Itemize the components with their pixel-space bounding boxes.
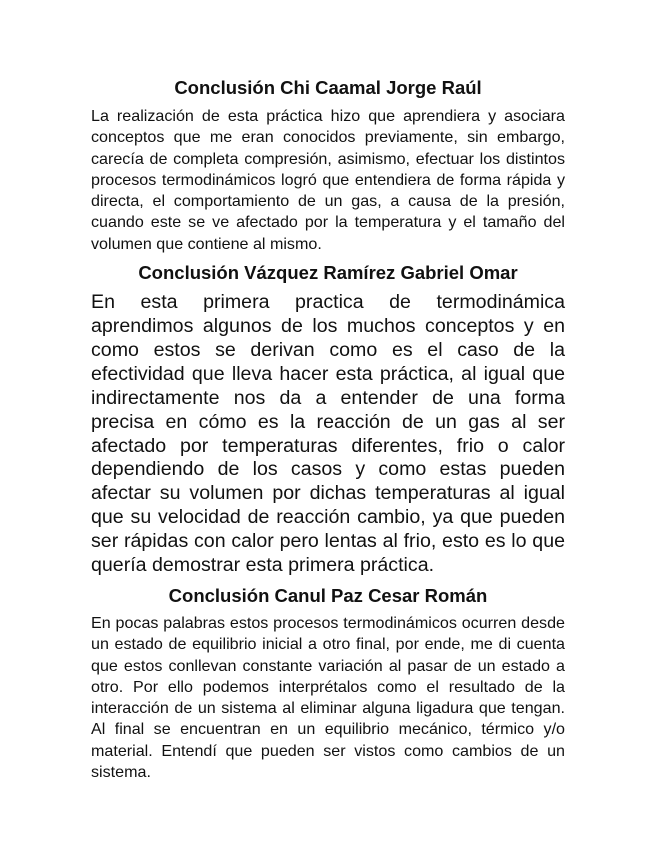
conclusion-section-2 [91, 261, 565, 578]
section-body-1: La realización de esta práctica hizo que aprendiera y asociara conceptos que me eran conocidos previamente, sin embargo, carecía de completa compresión, asimismo, efectuar los distintos procesos termodinámicos logró que entendiera de forma rápida y directa, el comportamiento de un gas, a causa de la presión, cuando este se ve afectado por la temperatura y el tamaño del volumen que contiene al mismo. [91, 107, 565, 253]
section-title-3: Conclusión Canul Paz Cesar Román [168, 584, 488, 606]
section-title-2: Conclusión Vázquez Ramírez Gabriel Omar [138, 262, 518, 284]
document-page [91, 76, 565, 783]
conclusion-section-3 [91, 584, 565, 783]
section-title-1: Conclusión Chi Caamal Jorge Raúl [174, 77, 482, 98]
conclusion-section-1 [91, 76, 565, 255]
section-body-3: En pocas palabras estos procesos termodinámicos ocurren desde un estado de equilibrio inicial a otro final, por ende, me di cuenta que estos conllevan constante variación al pasar de un estado a otro. Por ello podemos interprétalos como el resultado de la interacción de un sistema al eliminar alguna ligadura que tengan. Al final se encuentran en un equilibrio mecánico, térmico y/o material. Entendí que pueden ser vistos como cambios de un sistema. [91, 613, 565, 782]
section-body-2: En esta primera practica de termodinámica aprendimos algunos de los muchos conceptos y en como estos se derivan como es el caso de la efectividad que lleva hacer esta práctica, al igual que indirectamente nos da a entender de una forma precisa en cómo es la reacción de un gas al ser afectado por temperaturas diferentes, frio o calor dependiendo de los casos y como estas pueden afectar su volumen por dichas temperaturas al igual que su velocidad de reacción cambio, ya que pueden ser rápidas con calor pero lentas al frio, esto es lo que quería demostrar esta primera práctica. [91, 291, 565, 577]
